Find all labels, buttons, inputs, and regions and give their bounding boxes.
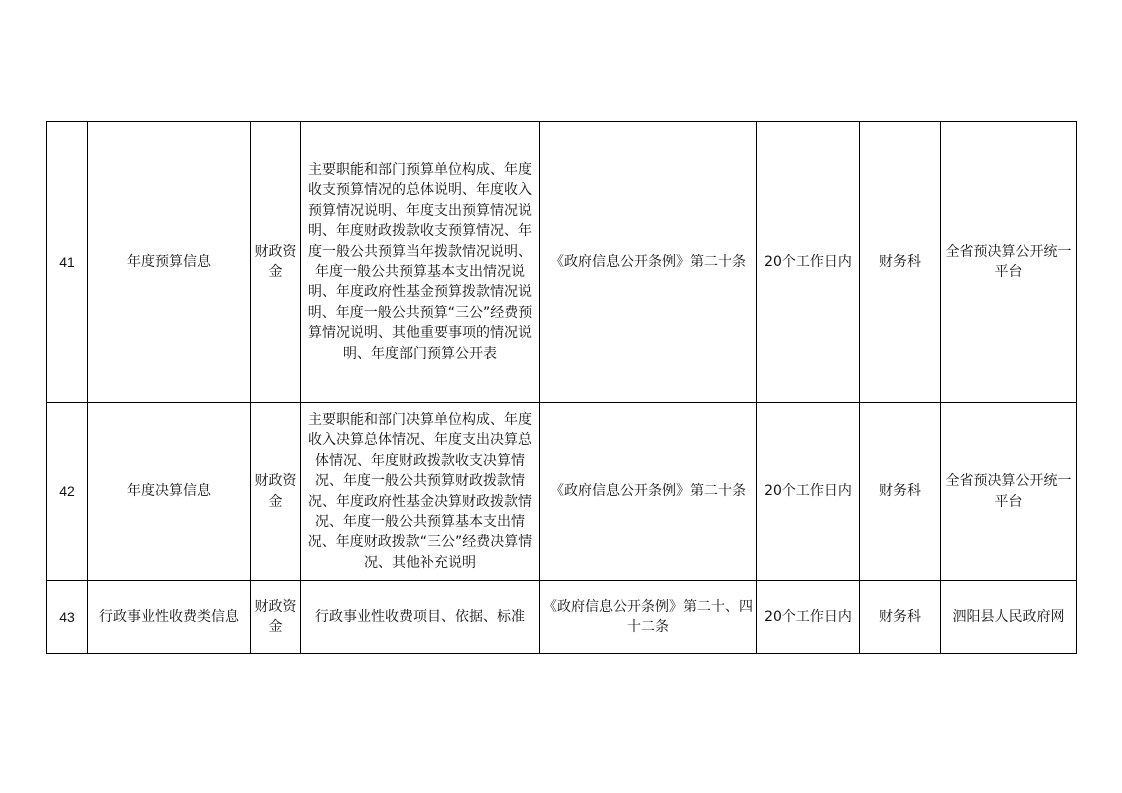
item-channel: 泗阳县人民政府网 [941, 581, 1077, 654]
item-time-limit: 20个工作日内 [757, 403, 860, 581]
item-basis: 《政府信息公开条例》第二十条 [540, 122, 757, 403]
row-number: 43 [47, 581, 88, 654]
item-basis: 《政府信息公开条例》第二十条 [540, 403, 757, 581]
table-row [47, 122, 1077, 403]
item-name: 行政事业性收费类信息 [88, 581, 251, 654]
disclosure-table [46, 121, 1077, 654]
row-number: 41 [47, 122, 88, 403]
item-name: 年度预算信息 [88, 122, 251, 403]
item-department: 财务科 [860, 581, 941, 654]
item-content: 主要职能和部门决算单位构成、年度收入决算总体情况、年度支出决算总体情况、年度财政拨款收支决算情况、年度一般公共预算财政拨款情况、年度政府性基金决算财政拨款情况、年度一般公共预算基本支出情况、年度财政拨款“三公”经费决算情况、其他补充说明 [301, 403, 540, 581]
item-channel: 全省预决算公开统一平台 [941, 403, 1077, 581]
item-content: 主要职能和部门预算单位构成、年度收支预算情况的总体说明、年度收入预算情况说明、年度支出预算情况说明、年度财政拨款收支预算情况、年度一般公共预算当年拨款情况说明、年度一般公共预算基本支出情况说明、年度政府性基金预算拨款情况说明、年度一般公共预算“三公”经费预算情况说明、其他重要事项的情况说明、年度部门预算公开表 [301, 122, 540, 403]
item-time-limit: 20个工作日内 [757, 581, 860, 654]
item-category: 财政资金 [251, 403, 301, 581]
item-department: 财务科 [860, 122, 941, 403]
table-row [47, 403, 1077, 581]
item-category: 财政资金 [251, 122, 301, 403]
table-row [47, 581, 1077, 654]
item-time-limit: 20个工作日内 [757, 122, 860, 403]
item-name: 年度决算信息 [88, 403, 251, 581]
row-number: 42 [47, 403, 88, 581]
item-basis: 《政府信息公开条例》第二十、四十二条 [540, 581, 757, 654]
item-category: 财政资金 [251, 581, 301, 654]
item-channel: 全省预决算公开统一平台 [941, 122, 1077, 403]
item-content: 行政事业性收费项目、依据、标准 [301, 581, 540, 654]
item-department: 财务科 [860, 403, 941, 581]
